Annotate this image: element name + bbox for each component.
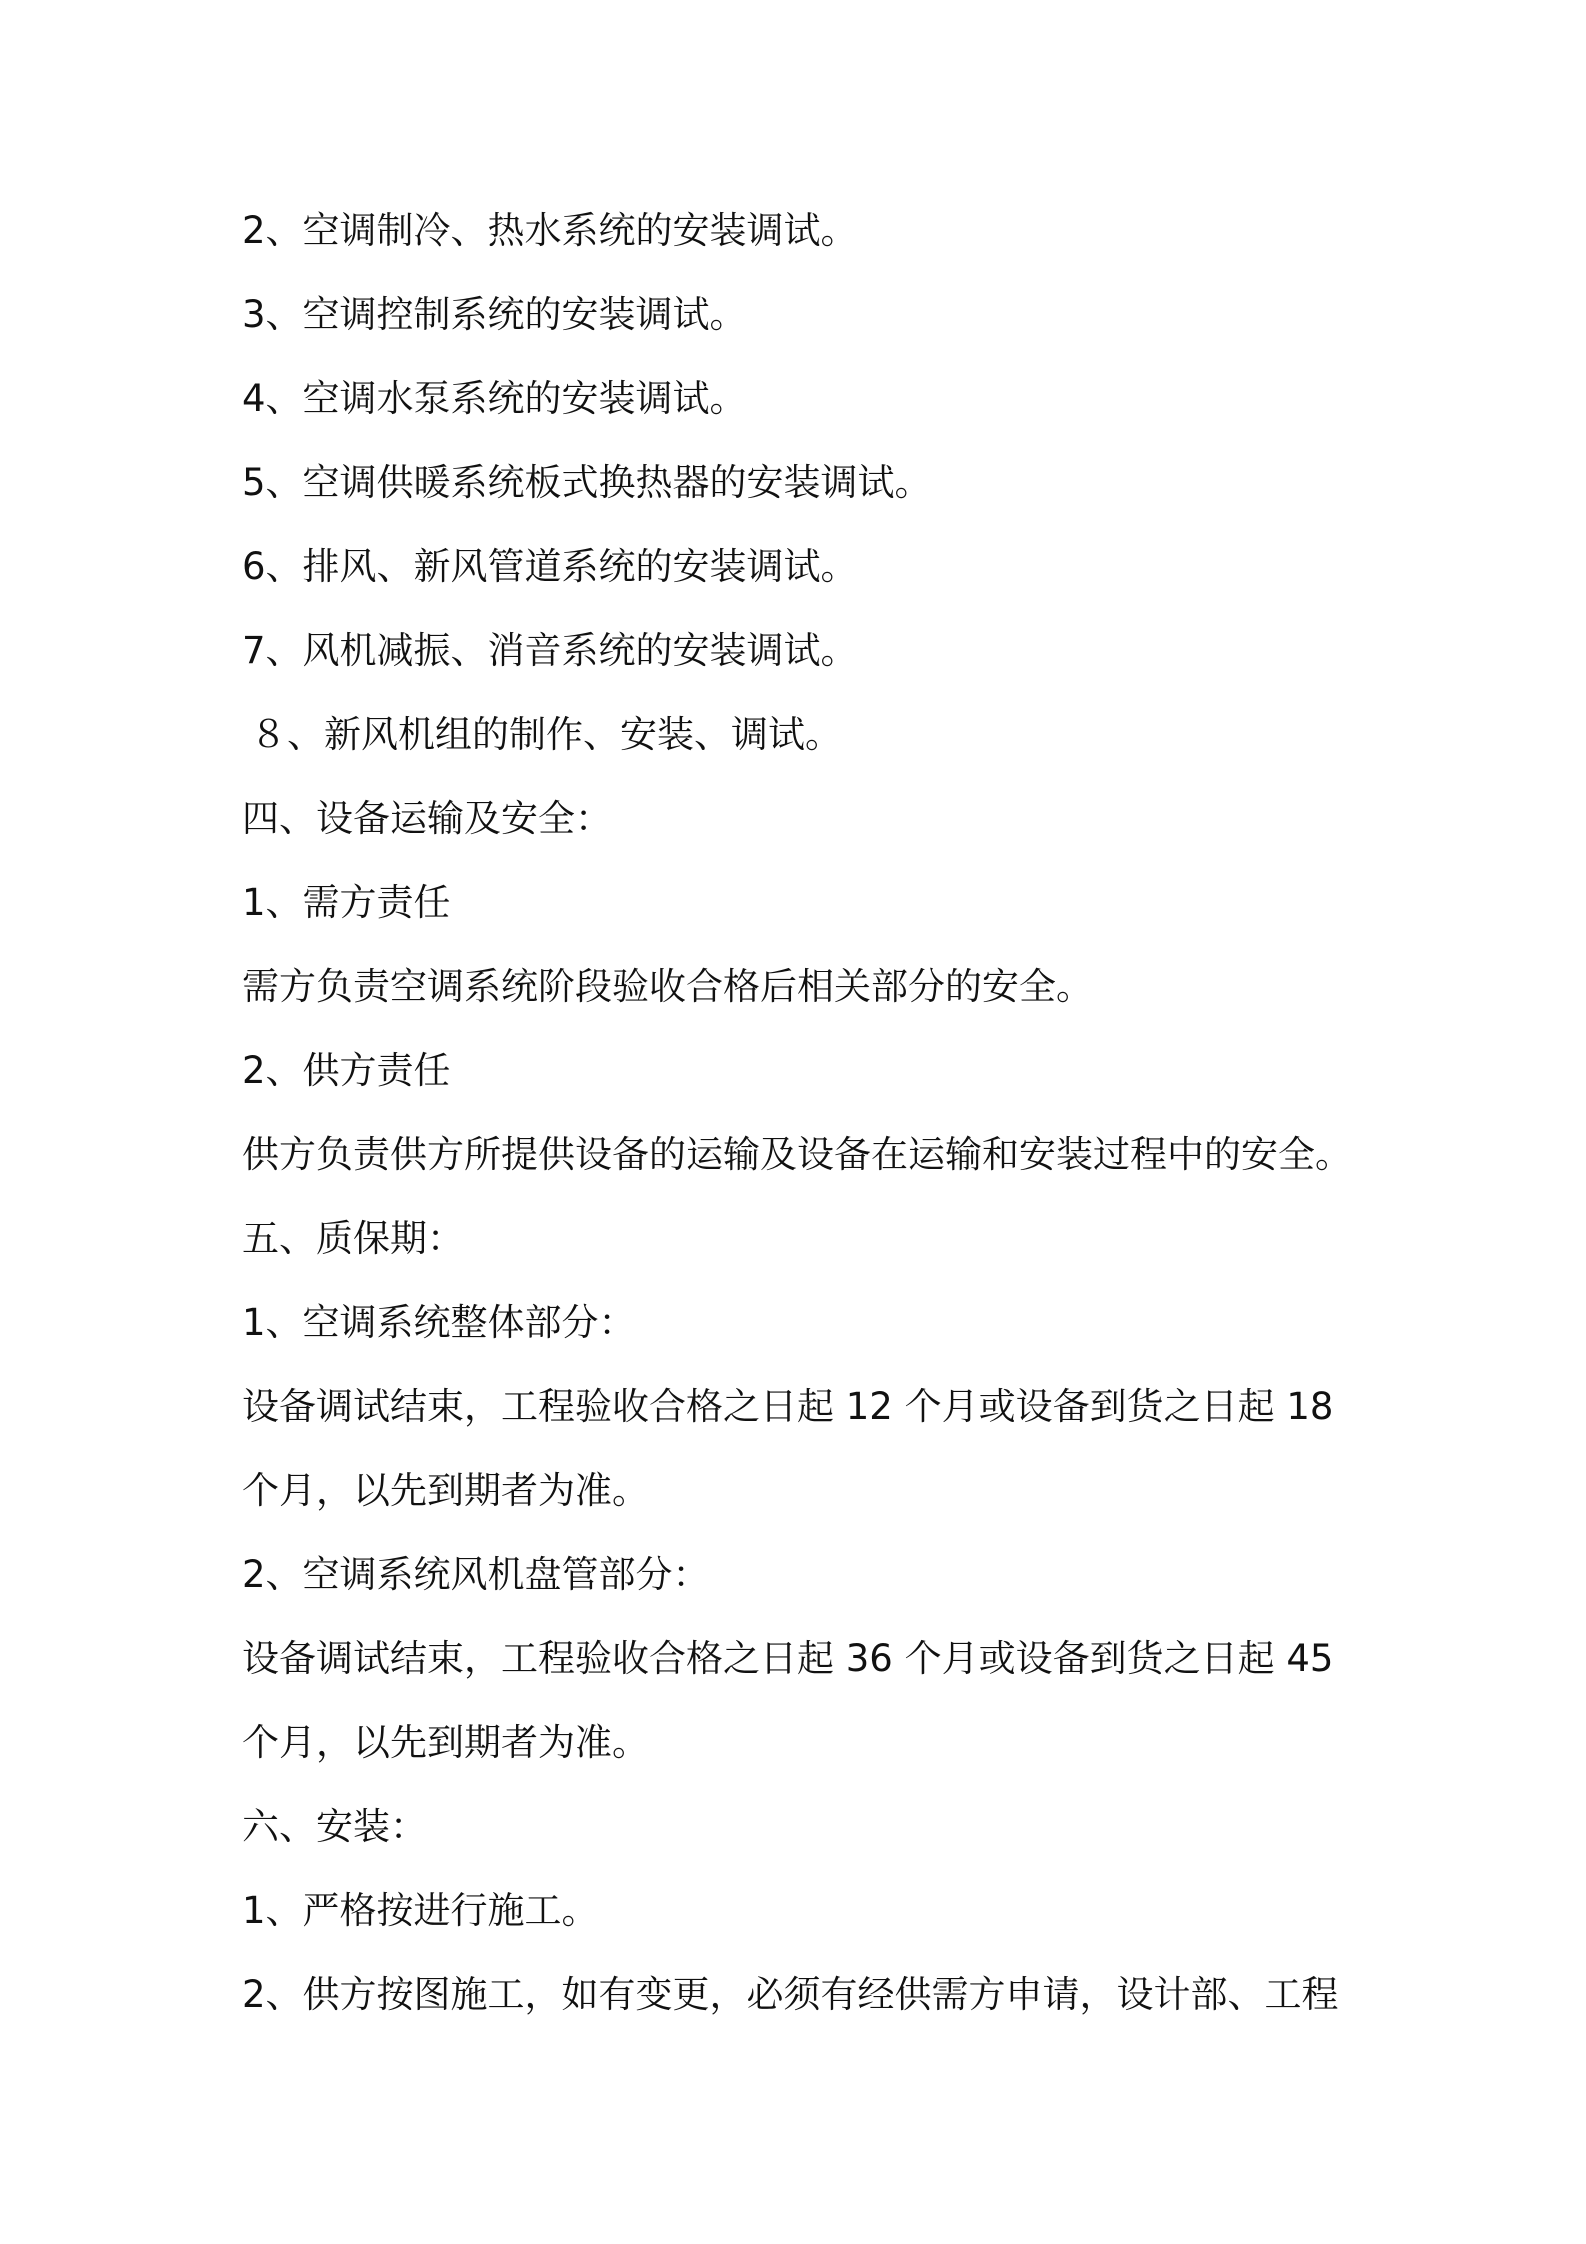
warranty-fancoil-text-1: 设备调试结束，工程验收合格之日起 36 个月或设备到货之日起 45 [242,1637,1334,1680]
item-2-refrigeration: 2、空调制冷、热水系统的安装调试。 [242,209,858,252]
buyer-responsibility-heading: 1、需方责任 [242,881,451,924]
supplier-responsibility-heading: 2、供方责任 [242,1049,451,1092]
item-8-fresh-air-unit: ８、新风机组的制作、安装、调试。 [250,713,842,756]
warranty-system-heading: 1、空调系统整体部分： [242,1301,636,1344]
section-5-heading: 五、质保期： [242,1217,464,1260]
item-4-pump: 4、空调水泵系统的安装调试。 [242,377,747,420]
section-6-heading: 六、安装： [242,1805,427,1848]
section-4-heading: 四、设备运输及安全： [242,797,612,840]
install-item-1: 1、严格按进行施工。 [242,1889,599,1932]
buyer-responsibility-text: 需方负责空调系统阶段验收合格后相关部分的安全。 [242,965,1093,1008]
install-item-2: 2、供方按图施工，如有变更，必须有经供需方申请，设计部、工程 [242,1973,1339,2016]
item-3-control: 3、空调控制系统的安装调试。 [242,293,747,336]
warranty-system-text-1: 设备调试结束，工程验收合格之日起 12 个月或设备到货之日起 18 [242,1385,1334,1428]
supplier-responsibility-text: 供方负责供方所提供设备的运输及设备在运输和安装过程中的安全。 [242,1133,1352,1176]
warranty-fancoil-heading: 2、空调系统风机盘管部分： [242,1553,710,1596]
warranty-fancoil-text-2: 个月，以先到期者为准。 [242,1721,649,1764]
warranty-system-text-2: 个月，以先到期者为准。 [242,1469,649,1512]
item-7-fan: 7、风机减振、消音系统的安装调试。 [242,629,858,672]
item-6-ducts: 6、排风、新风管道系统的安装调试。 [242,545,858,588]
item-5-heating: 5、空调供暖系统板式换热器的安装调试。 [242,461,932,504]
